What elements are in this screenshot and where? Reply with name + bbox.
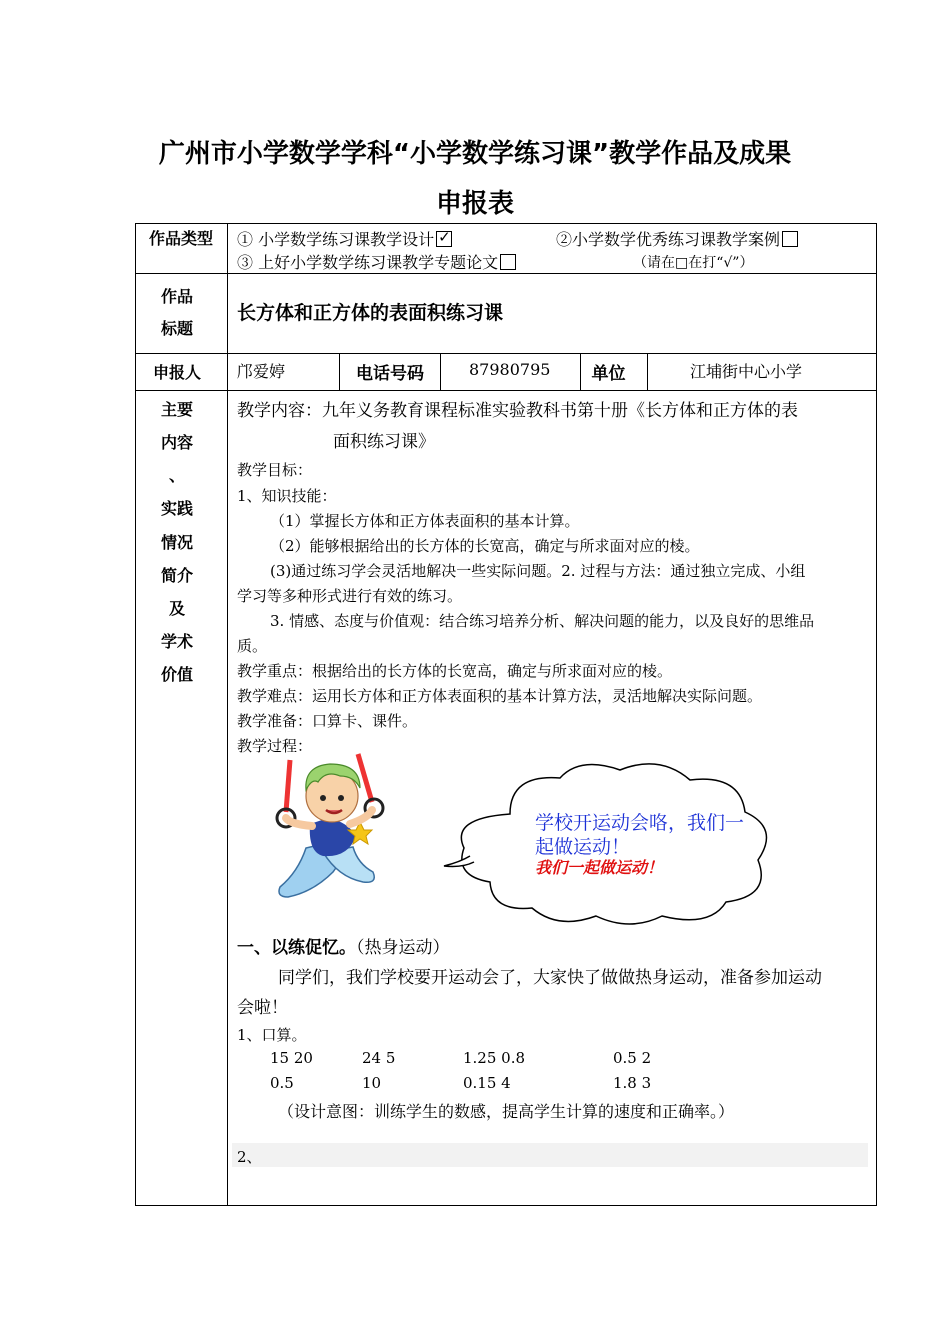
oral-calc-heading: 1、口算。: [237, 1026, 307, 1044]
goal-item-4-line1: 3. 情感、态度与价值观：结合练习培养分析、解决问题的能力，以及良好的思维品: [270, 612, 815, 630]
intro-line2: 会啦！: [237, 998, 288, 1018]
main-content-label-2: 内容: [160, 433, 193, 452]
option-teaching-case[interactable]: [556, 227, 798, 250]
main-content-label-4: 实践: [160, 499, 193, 518]
checkbox-checked-icon[interactable]: [436, 231, 452, 247]
goal-item-3-line2: 学习等多种形式进行有效的练习。: [237, 587, 463, 605]
bubble-text-line2: 起做运动！: [535, 836, 631, 858]
checkbox-icon[interactable]: [500, 254, 516, 270]
calc-cell: 0.15 4: [463, 1074, 511, 1092]
main-content-label-8: 学术: [160, 632, 193, 651]
document-subtitle: 申报表: [435, 189, 514, 219]
bubble-text-line1: 学校开运动会咯，我们一: [535, 812, 745, 834]
work-title-label-a: 作品: [160, 287, 193, 306]
document-title: 广州市小学数学学科“小学数学练习课”教学作品及成果: [158, 139, 792, 169]
table-row-divider: [135, 353, 877, 354]
knowledge-skill-heading: 1、知识技能：: [237, 487, 337, 505]
calc-cell: 1.8 3: [613, 1074, 652, 1092]
cartoon-gymnast-illustration: [268, 752, 398, 907]
calc-cell: 1.25 0.8: [463, 1049, 526, 1067]
teaching-content-line1: 教学内容：九年义务教育课程标准实验教科书第十册《长方体和正方体的表: [237, 401, 798, 421]
bubble-text-line3: 我们一起做运动！: [535, 858, 664, 877]
section-1-heading: [237, 933, 450, 958]
work-type-label: 作品类型: [148, 229, 213, 248]
unit-value: 江埔街中心小学: [690, 362, 803, 381]
teaching-preparation: 教学准备：口算卡、课件。: [237, 712, 418, 730]
checkbox-icon[interactable]: [782, 231, 798, 247]
calc-cell: 0.5: [270, 1074, 294, 1092]
phone-label: 电话号码: [356, 364, 424, 384]
phone-value: 87980795: [469, 360, 551, 379]
calc-cell: 24 5: [362, 1049, 396, 1067]
option-teaching-design[interactable]: [237, 227, 452, 250]
unit-label: 单位: [591, 364, 626, 384]
goal-item-1: （1）掌握长方体和正方体表面积的基本计算。: [270, 512, 580, 530]
main-content-label-1: 主要: [160, 400, 193, 419]
goal-item-3-line1: (3)通过练习学会灵活地解决一些实际问题。2. 过程与方法：通过独立完成、小组: [270, 562, 806, 580]
section-1-heading-note: （热身运动）: [356, 938, 450, 958]
teaching-goal-heading: 教学目标：: [237, 461, 313, 479]
option-thesis[interactable]: [237, 250, 516, 273]
option-thesis-label: ③ 上好小学数学练习课教学专题论文: [237, 253, 499, 272]
teaching-process-heading: 教学过程：: [237, 737, 313, 755]
calc-cell: 0.5 2: [613, 1049, 652, 1067]
table-row-divider: [135, 390, 877, 391]
shaded-bar: [232, 1143, 868, 1167]
design-intent: （设计意图：训练学生的数感，提高学生计算的速度和正确率。）: [278, 1102, 735, 1121]
work-title-label-b: 标题: [160, 319, 193, 338]
intro-line1: 同学们，我们学校要开运动会了，大家快了做做热身运动，准备参加运动: [278, 968, 822, 988]
table-cell-divider: [647, 353, 648, 390]
work-title-value: 长方体和正方体的表面积练习课: [237, 302, 504, 324]
main-content-label-6: 简介: [160, 566, 193, 585]
table-column-divider: [227, 223, 228, 1206]
main-content-label-3: 、: [168, 466, 185, 485]
applicant-name: 邝爱婷: [237, 362, 286, 381]
main-content-label-5: 情况: [160, 533, 193, 552]
checkbox-hint: （请在□在打“√”）: [633, 255, 754, 271]
main-content-label-7: 及: [168, 599, 185, 618]
teaching-key-point: 教学重点：根据给出的长方体的长宽高，确定与所求面对应的棱。: [237, 662, 673, 680]
calc-cell: 15 20: [270, 1049, 313, 1067]
teaching-difficulty: 教学难点：运用长方体和正方体表面积的基本计算方法，灵活地解决实际问题。: [237, 687, 763, 705]
table-row-divider: [135, 273, 877, 274]
main-content-label-9: 价值: [160, 665, 193, 684]
item-2-label: 2、: [237, 1148, 262, 1166]
option-teaching-case-label: ②小学数学优秀练习课教学案例: [556, 230, 781, 249]
option-teaching-design-label: ① 小学数学练习课教学设计: [237, 230, 435, 249]
table-cell-divider: [440, 353, 441, 390]
section-1-heading-bold: 一、以练促忆。: [237, 938, 356, 958]
goal-item-4-line2: 质。: [237, 637, 268, 655]
calc-cell: 10: [362, 1074, 382, 1092]
goal-item-2: （2）能够根据给出的长方体的长宽高，确定与所求面对应的棱。: [270, 537, 700, 555]
applicant-label: 申报人: [152, 363, 201, 382]
teaching-content-line2: 面积练习课》: [333, 432, 435, 452]
